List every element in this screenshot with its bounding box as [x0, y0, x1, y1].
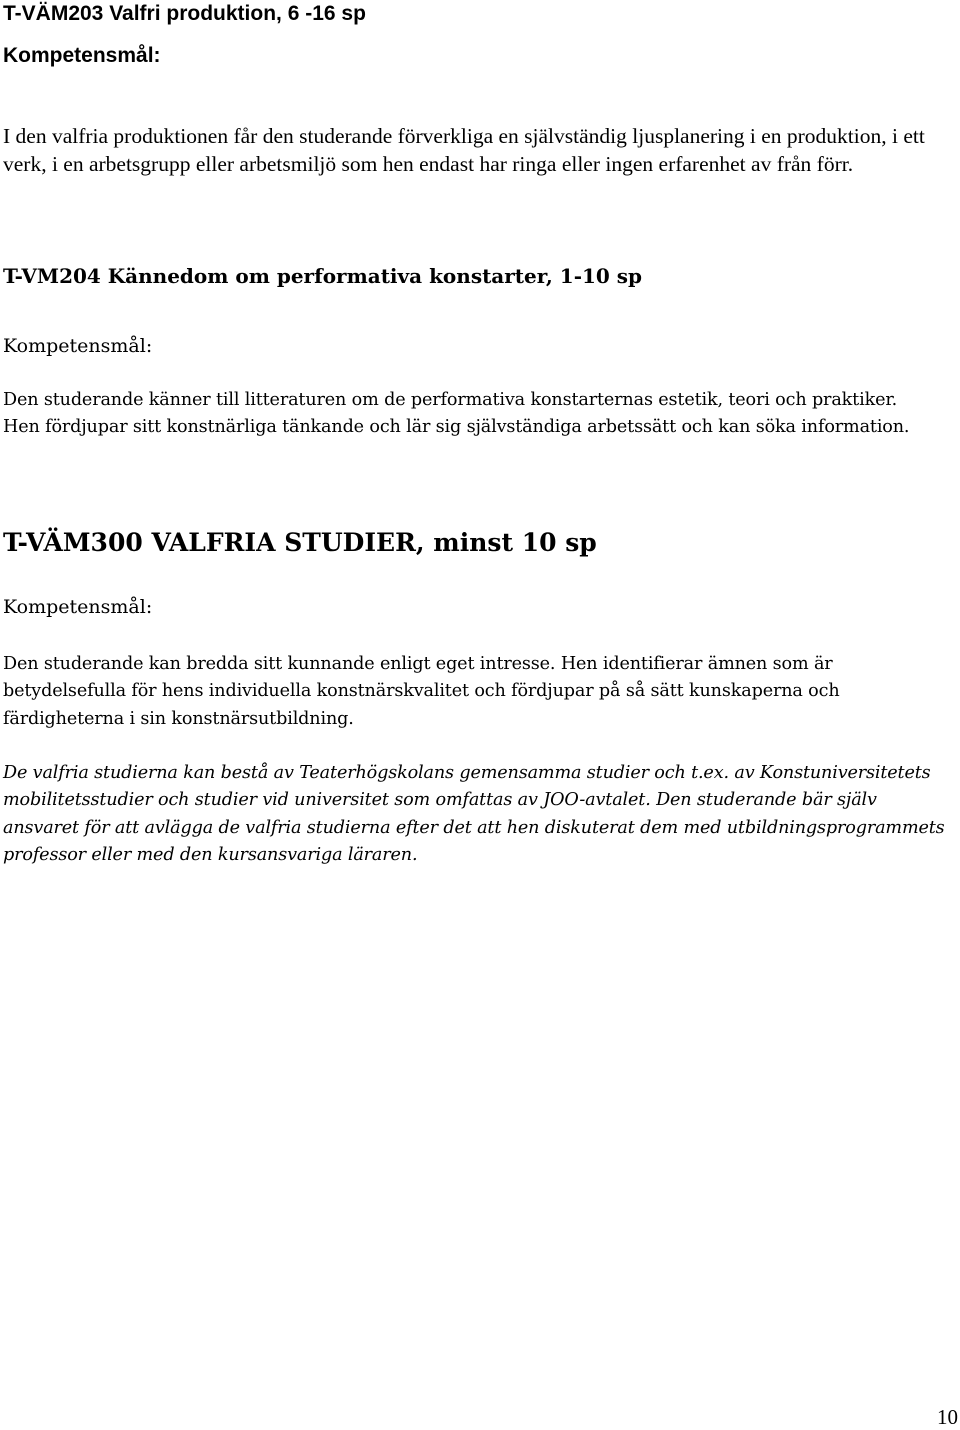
competence-label: Kompetensmål: [3, 335, 153, 357]
section-title: T-VÄM203 Valfri produktion, 6 -16 sp [3, 2, 366, 25]
section-title: T-VM204 Kännedom om performativa konstarter, 1-10 sp [3, 264, 643, 288]
competence-label: Kompetensmål: [3, 596, 153, 618]
section-note: De valfria studierna kan bestå av Teaterhögskolans gemensamma studier och t.ex. av Konstuniversitetets mobilitetsstudier och studier vid universitet som omfattas av JOO-avtalet. Den studerande bär själv ansvaret för att avlägga de valfria studierna efter det att hen diskuterat dem med utbildningsprogrammets professor eller med den kursansvariga läraren. [3, 763, 945, 865]
section-title: T-VÄM300 VALFRIA STUDIER, minst 10 sp [3, 528, 597, 557]
section-body: Den studerande känner till litteraturen om de performativa konstarternas estetik, teori och praktiker. Hen fördjupar sitt konstnärliga tänkande och lär sig självständiga arbetssätt och kan söka information. [3, 390, 910, 438]
section-body: I den valfria produktionen får den studerande förverkliga en självständig ljusplanering i en produktion, i ett verk, i en arbetsgrupp eller arbetsmiljö som hen endast har ringa eller ingen erfarenhet av från förr. [3, 124, 925, 176]
competence-label: Kompetensmål: [3, 44, 161, 67]
section-body: Den studerande kan bredda sitt kunnande enligt eget intresse. Hen identifierar ämnen som är betydelsefulla för hens individuella konstnärskvalitet och fördjupar på så sätt kunskaperna och färdigheterna i sin konstnärsutbildning. [3, 654, 840, 729]
page-number: 10 [937, 1405, 958, 1429]
